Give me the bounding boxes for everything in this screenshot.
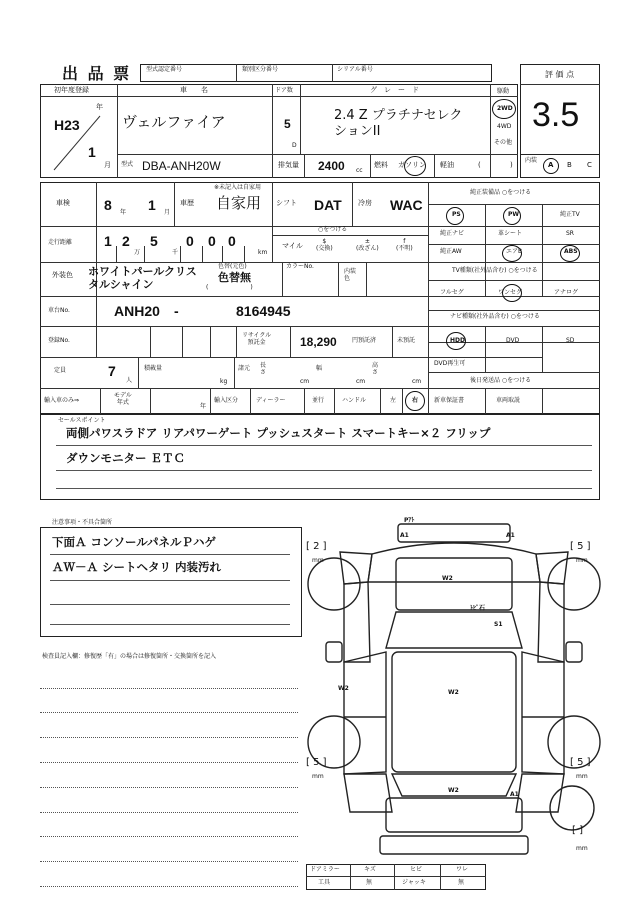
diesel-label: 軽油 — [440, 161, 454, 169]
shift-value: DAT — [314, 197, 342, 213]
later-manual: 車両取説 — [496, 397, 521, 404]
diagram-label-8: W2 — [448, 689, 459, 696]
navi-hdd-circle — [446, 332, 466, 350]
inspection-label: 車検 — [56, 199, 70, 207]
inspector-label: 検査員記入欄：修復歴「有」の場合は修復箇所・交換箇所を記入 — [42, 653, 217, 660]
navi-dvd: DVD — [506, 337, 520, 344]
serial-label: シリアル番号 — [337, 66, 373, 73]
meter-circle-note: ○をつける — [318, 226, 348, 233]
dvd-play-label: DVD再生可 — [434, 360, 466, 367]
opt-genuine-tv: 純正TV — [560, 211, 580, 218]
opt-abs-circle — [560, 245, 580, 262]
fuel-gasoline: ガソリン — [398, 161, 426, 169]
handle-circle-mark — [405, 391, 425, 411]
opt-pw-circle — [503, 207, 521, 225]
color-no-label: カラーNo. — [286, 263, 314, 270]
ac-label: 冷房 — [358, 199, 372, 207]
tread-spare: [ ] — [572, 825, 583, 836]
reg-no-label: 登録No. — [48, 337, 70, 344]
recycle-amount: 18,290 — [300, 335, 337, 349]
handle-right: 右 — [412, 397, 419, 404]
tv-analog: アナログ — [554, 289, 579, 296]
tv-oneseg: ワンセグ — [498, 289, 523, 296]
km-unit: km — [258, 249, 268, 256]
diagram-label-4: W2 — [442, 575, 453, 582]
displacement-label: 排気量 — [278, 161, 299, 169]
tread-rear-right-unit: mm — [576, 773, 588, 780]
later-title: 後日発送品 ○をつける — [470, 377, 532, 384]
notes-line2: ＡＷ－Ａ シートヘタリ 内装汚れ — [52, 560, 222, 574]
diagram-label-5: ﾄﾋﾞ石 — [470, 605, 486, 612]
car-name-label: 車 名 — [180, 86, 208, 94]
import-type-label: 輸入区分 — [214, 397, 239, 404]
recycle-label: リサイクル 預託金 — [242, 332, 272, 347]
model-label: 型式 — [121, 161, 134, 168]
tread-rear-left: [ 5 ] — [306, 757, 327, 768]
drive-4wd: 4WD — [497, 123, 512, 130]
height-label: 高 さ — [372, 362, 379, 377]
tv-title: TV種類(社外品含む) ○をつける — [452, 267, 538, 274]
diagram-label-9: W2 — [448, 787, 459, 794]
tread-front-right: [ 5 ] — [570, 541, 591, 552]
chassis-model: ANH20 — [114, 303, 160, 319]
sales-points-line2: ダウンモニター ＥＴＣ — [66, 451, 186, 465]
capacity-label: 定員 — [54, 367, 67, 374]
footer-v2: 無 — [366, 879, 373, 886]
grade-value: 2.4 Z プラチナセレク ションII — [334, 108, 463, 139]
month-unit: 月 — [104, 161, 111, 169]
first-reg-month: 1 — [88, 144, 96, 160]
chassis-dash: - — [174, 303, 179, 319]
fuel-label: 燃料 — [374, 161, 388, 169]
mileage-digit-4: 0 — [186, 233, 194, 249]
opt-airbag-circle — [502, 245, 522, 262]
notes-label: 注意事項・不具合箇所 — [52, 519, 113, 526]
mile-label: マイル — [282, 242, 303, 250]
opt-genuine-navi: 純正ナビ — [440, 230, 465, 237]
genuine-title: 純正装備品 ○をつける — [470, 189, 532, 196]
sen-unit: 千 — [172, 249, 179, 256]
tread-front-left-unit: mm — [312, 557, 324, 564]
interior-circle-mark — [543, 158, 559, 174]
recycle-deposited: 円預託済 — [352, 337, 377, 344]
class-label: 類別区分番号 — [242, 66, 279, 73]
length-cm: cm — [300, 378, 310, 385]
opt-airbag: エアB — [506, 248, 523, 255]
diagram-label-2: A1 — [400, 532, 409, 539]
tv-oneseg-circle — [502, 284, 522, 302]
ac-value: WAC — [390, 197, 423, 213]
meter-unknown: f (不明) — [396, 238, 413, 253]
repaint-label: 色替(元色) — [218, 263, 247, 270]
header-id-row — [140, 64, 492, 82]
tv-fullseg: フルセグ — [440, 289, 464, 296]
first-reg-label: 初年度登録 — [54, 86, 89, 94]
opt-leather: 革シート — [498, 230, 523, 237]
history-label: 車歴 — [180, 199, 194, 207]
exterior-color-value: ホワイトパールクリス タルシャイン — [88, 265, 197, 291]
opt-abs: ABS — [564, 248, 578, 255]
parallel-label: 並行 — [312, 397, 325, 404]
capacity-unit: 人 — [126, 377, 133, 384]
history-value: 自家用 — [216, 194, 262, 212]
footer-v1: 工具 — [318, 879, 331, 886]
exterior-color-label: 外装色 — [52, 271, 73, 279]
notes-line1: 下面Ａ コンソールパネルＰハゲ — [52, 535, 216, 549]
sales-points-line1: 両側パワスラドア リアパワーゲート プッシュスタート スマートキー×２ フリップ — [66, 426, 491, 440]
doors-value: 5 — [284, 117, 291, 131]
navi-sd: SD — [566, 337, 575, 344]
drive-other: その他 — [494, 139, 513, 146]
capacity-value: 7 — [108, 363, 116, 379]
later-warranty: 新車保証書 — [434, 397, 465, 404]
kg-unit: kg — [220, 378, 228, 385]
footer-h2: キズ — [364, 866, 376, 873]
opt-ps: PS — [452, 211, 461, 218]
interior-label: 内装 — [525, 157, 538, 164]
drive-label: 駆動 — [497, 88, 510, 95]
footer-v4: 無 — [458, 879, 465, 886]
grade-label: グ レ ー ド — [370, 86, 419, 94]
shift-label: シフト — [276, 199, 297, 207]
dealer-label: ディーラー — [256, 397, 286, 404]
mileage-digit-3: 5 — [150, 233, 158, 249]
diagram-label-1: Pｱﾄ — [404, 517, 415, 524]
repaint-paren: ( ) — [206, 284, 253, 291]
mileage-digit-5: 0 — [208, 233, 216, 249]
width-label: 幅 — [316, 365, 323, 372]
opt-ps-circle — [446, 207, 464, 225]
inspection-month: 1 — [148, 197, 156, 213]
drive-circle-mark — [492, 99, 516, 119]
height-cm: cm — [412, 378, 422, 385]
navi-hdd: HDD — [450, 337, 465, 344]
mileage-digit-2: 2 — [122, 233, 130, 249]
meter-altered: ± (改ざん) — [356, 238, 379, 253]
inspection-month-unit: 月 — [164, 209, 171, 216]
tread-rear-right: [ 5 ] — [570, 757, 591, 768]
diagram-label-3: A1 — [506, 532, 515, 539]
diagram-label-6: S1 — [494, 621, 503, 628]
model-code: DBA-ANH20W — [142, 159, 221, 173]
interior-c: C — [587, 161, 592, 169]
drive-2wd: 2WD — [497, 105, 513, 112]
displacement-value: 2400 — [318, 159, 345, 173]
doors-unit: D — [292, 142, 297, 149]
tread-rear-left-unit: mm — [312, 773, 324, 780]
length-label: 長 さ — [260, 362, 267, 377]
opt-pw: PW — [508, 211, 520, 218]
inspection-year-unit: 年 — [120, 209, 127, 216]
year-unit: 年 — [96, 103, 103, 111]
meter-exchanged: $ (交換) — [316, 238, 333, 253]
inspection-year: 8 — [104, 197, 112, 213]
footer-h1: ドアミラー — [310, 866, 340, 873]
mileage-digit-6: 0 — [228, 233, 236, 249]
interior-b: B — [567, 161, 572, 169]
fuel-circle-mark — [404, 156, 426, 176]
import-label: 輸入車のみ⇒ — [44, 397, 80, 404]
opt-sr: SR — [566, 230, 574, 237]
tread-front-left: [ 2 ] — [306, 541, 327, 552]
mileage-digit-1: 1 — [104, 233, 112, 249]
repaint-value: 色替無 — [218, 271, 251, 284]
width-cm: cm — [356, 378, 366, 385]
handle-left: 左 — [390, 397, 397, 404]
navi-title: ナビ種類(社外品含む) ○をつける — [450, 313, 540, 320]
footer-h4: ワレ — [456, 866, 469, 873]
type-cert-label: 型式認定番号 — [146, 66, 183, 73]
dims-label: 諸元 — [238, 365, 251, 372]
form-title: 出 品 票 — [62, 64, 132, 83]
evaluation-score: 3.5 — [532, 96, 580, 134]
diagram-label-10: A1 — [510, 791, 519, 798]
recycle-not-deposited: 未預託 — [397, 337, 416, 344]
evaluation-label: 評 価 点 — [545, 70, 575, 79]
chassis-label: 車台No. — [48, 307, 70, 314]
car-name: ヴェルファイア — [122, 113, 226, 131]
doors-label: ドア数 — [275, 87, 293, 94]
interior-color-label: 内装 色 — [344, 268, 357, 283]
displacement-unit: cc — [356, 167, 363, 174]
first-reg-year: H23 — [54, 117, 80, 133]
load-label: 積載量 — [144, 365, 163, 372]
man-unit: 万 — [134, 249, 141, 256]
history-note: ※未記入は自家用 — [214, 184, 262, 191]
reg-slash — [48, 108, 108, 174]
tread-spare-unit: mm — [576, 845, 588, 852]
model-year-label: モデル 年式 — [114, 392, 132, 407]
handle-label: ハンドル — [342, 397, 367, 404]
mileage-label: 走行距離 — [48, 239, 73, 246]
chassis-number: 8164945 — [236, 303, 291, 319]
opt-genuine-aw: 純正AW — [440, 248, 462, 255]
model-year-unit: 年 — [200, 403, 207, 410]
footer-h3: ヒビ — [410, 866, 423, 873]
sales-points-label: セールスポイント — [58, 417, 106, 424]
footer-v3: ジャッキ — [402, 879, 426, 886]
interior-a: A — [548, 161, 554, 169]
tread-front-right-unit: mm — [576, 557, 588, 564]
diagram-label-7: W2 — [338, 685, 349, 692]
